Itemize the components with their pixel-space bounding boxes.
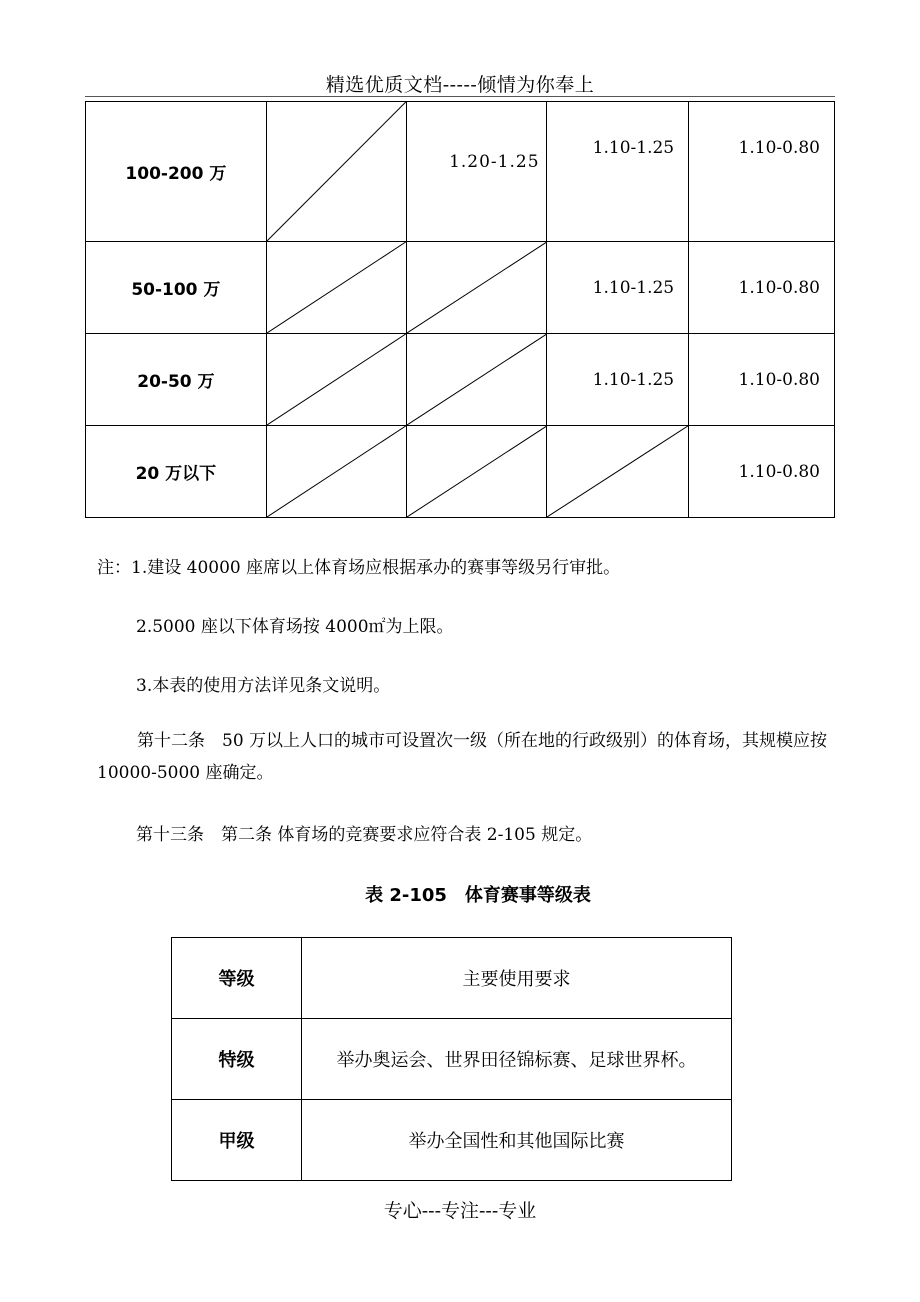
empty-slash-cell — [406, 242, 547, 334]
city-size-cell: 50-100 万 — [86, 242, 267, 334]
page-header: 精选优质文档-----倾情为你奉上 — [325, 74, 595, 96]
empty-slash-cell — [266, 334, 406, 426]
diagonal-slash — [267, 334, 406, 425]
capacity-coefficient-table — [85, 101, 835, 518]
table-header-row — [172, 938, 732, 1019]
coefficient-value: 1.20-1.25 — [449, 152, 540, 172]
empty-slash-cell — [266, 102, 406, 242]
note-1: 注：1.建设 40000 座席以上体育场应根据承办的赛事等级另行审批。 — [97, 558, 621, 578]
note-3: 3.本表的使用方法详见条文说明。 — [136, 676, 391, 696]
coefficient-cell — [689, 102, 835, 242]
coefficient-cell: 1.10-0.80 — [689, 426, 835, 518]
page-footer: 专心---专注---专业 — [383, 1200, 537, 1222]
coefficient-cell — [406, 102, 547, 242]
level-cell: 特级 — [172, 1019, 302, 1100]
table-row — [172, 1019, 732, 1100]
table-row — [86, 426, 835, 518]
table-row — [86, 334, 835, 426]
coefficient-value: 1.10-0.80 — [738, 138, 820, 158]
city-size-cell: 100-200 万 — [86, 102, 267, 242]
empty-slash-cell — [266, 426, 406, 518]
table-row — [172, 1100, 732, 1181]
note-2: 2.5000 座以下体育场按 4000㎡为上限。 — [136, 617, 454, 637]
coefficient-cell — [547, 102, 689, 242]
requirement-cell: 举办全国性和其他国际比赛 — [302, 1100, 732, 1181]
header-divider — [85, 96, 835, 97]
coefficient-cell: 1.10-0.80 — [689, 242, 835, 334]
city-size-cell: 20-50 万 — [86, 334, 267, 426]
coefficient-value: 1.10-1.25 — [592, 138, 675, 158]
city-size-cell: 20 万以下 — [86, 426, 267, 518]
column-header-requirement: 主要使用要求 — [302, 938, 732, 1019]
diagonal-slash — [407, 334, 547, 425]
table-row — [86, 242, 835, 334]
diagonal-slash — [547, 426, 688, 517]
diagonal-slash — [267, 426, 406, 517]
empty-slash-cell — [547, 426, 689, 518]
table-row — [86, 102, 835, 242]
diagonal-slash — [407, 426, 547, 517]
empty-slash-cell — [406, 426, 547, 518]
event-level-table — [171, 937, 732, 1181]
column-header-level: 等级 — [172, 938, 302, 1019]
article-13-paragraph: 第十三条 第二条 体育场的竞赛要求应符合表 2-105 规定。 — [136, 825, 593, 845]
coefficient-cell: 1.10-1.25 — [547, 334, 689, 426]
level-cell: 甲级 — [172, 1100, 302, 1181]
table-caption: 表 2-105 体育赛事等级表 — [365, 885, 591, 906]
diagonal-slash — [407, 242, 547, 333]
empty-slash-cell — [406, 334, 547, 426]
diagonal-slash — [267, 242, 406, 333]
diagonal-slash — [267, 102, 406, 241]
coefficient-cell: 1.10-0.80 — [689, 334, 835, 426]
empty-slash-cell — [266, 242, 406, 334]
coefficient-cell: 1.10-1.25 — [547, 242, 689, 334]
requirement-cell: 举办奥运会、世界田径锦标赛、足球世界杯。 — [302, 1019, 732, 1100]
article-12-paragraph: 第十二条 50 万以上人口的城市可设置次一级（所在地的行政级别）的体育场，其规模应按 10000-5000 座确定。 — [97, 731, 828, 783]
